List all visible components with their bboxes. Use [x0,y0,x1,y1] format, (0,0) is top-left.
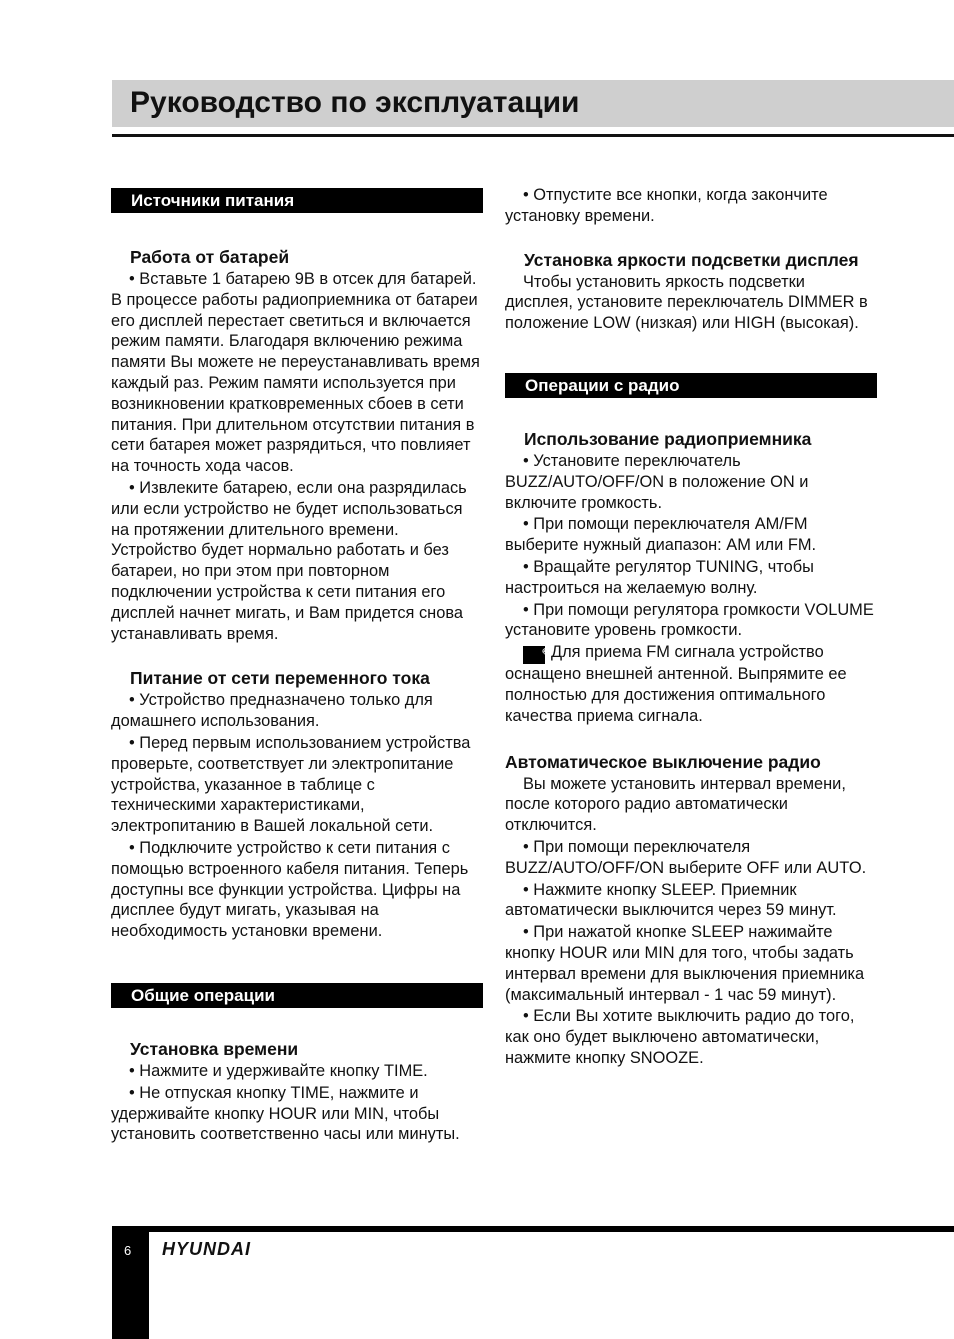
section-general-operations: Общие операции [111,983,483,1008]
subheading-time-setting: Установка времени [130,1038,299,1059]
header-rule [112,134,954,137]
section-power-sources: Источники питания [111,188,483,213]
note-paragraph [505,642,877,726]
pen-note-icon: ✎ [523,646,545,664]
page-title: Руководство по эксплуатации [130,86,580,119]
subheading-auto-off: Автоматическое выключение радио [505,751,821,772]
right-column [505,185,877,1070]
paragraph: • Вращайте регулятор TUNING, чтобы настроиться на желаемую волну. [505,557,814,597]
paragraph: • При помощи регулятора громкости VOLUME установите уровень громкости. [505,600,874,640]
paragraph: • Вставьте 1 батарею 9В в отсек для батарей. В процессе работы радиоприемника от батареи его дисплей перестает светиться и включается режим памяти. Благодаря включению режима памяти Вы можете не переустанавливать время каждый раз. Режим памяти используется при возникновении кратковременных сбоев в сети питания. При длительном отсутствии питания в сети батарея может разрядиться, что повлияет на точность хода часов. [111,270,480,476]
paragraph: • Нажмите и удерживайте кнопку TIME. [129,1061,428,1080]
section-radio-operations: Операции с радио [505,373,877,398]
footer-rule [112,1226,954,1232]
paragraph: • Извлеките батарею, если она разрядилась или если устройство не будет использоваться на протяжении длительного времени. Устройство будет нормально работать и без батареи, но при этом при повторном подключении устройства к сети питания его дисплей начнет мигать, и Вам придется снова устанавливать время. [111,478,467,643]
paragraph: Чтобы установить яркость подсветки дисплея, установите переключатель DIMMER в положение LOW (низкая) или HIGH (высокая). [505,272,868,333]
left-column [111,188,483,1146]
paragraph: • Отпустите все кнопки, когда закончите установку времени. [505,186,828,225]
subheading-battery: Работа от батарей [130,247,290,267]
subheading-dimmer: Установка яркости подсветки дисплея [524,249,859,270]
paragraph: • Подключите устройство к сети питания с помощью встроенного кабеля питания. Теперь доступны все функции устройства. Цифры на дисплее будут мигать, указывая на необходимость установки времени. [111,838,469,941]
paragraph: • Нажмите кнопку SLEEP. Приемник автоматически выключится через 59 минут. [505,880,837,920]
paragraph: • Устройство предназначено только для домашнего использования. [111,691,433,731]
paragraph: Вы можете установить интервал времени, после которого радио автоматически отключится. [505,774,846,835]
header-band [112,80,954,127]
paragraph: • При помощи переключателя BUZZ/AUTO/OFF/ON выберите OFF или AUTO. [505,837,867,877]
paragraph: • При нажатой кнопке SLEEP нажимайте кнопку HOUR или MIN для того, чтобы задать интервал времени для выключения приемника (максимальный интервал - 1 час 59 минут). [505,923,865,1004]
page-number: 6 [124,1243,132,1258]
paragraph: • Установите переключатель BUZZ/AUTO/OFF/ON в положение ON и включите громкость. [505,451,809,512]
subheading-ac-power: Питание от сети переменного тока [130,668,430,689]
brand-logo: HYUNDAI [162,1239,252,1259]
paragraph: • Перед первым использованием устройства проверьте, соответствует ли электропитание устройства, указанное в таблице с техническими характеристиками, электропитанию в Вашей локальной сети. [111,733,471,836]
paragraph: • Не отпуская кнопку TIME, нажмите и удерживайте кнопку HOUR или MIN, чтобы установить соответственно часы или минуты. [111,1083,460,1144]
paragraph: • Если Вы хотите выключить радио до того, как оно будет выключено автоматически, нажмите кнопку SNOOZE. [505,1007,855,1067]
note-text: Для приема FM сигнала устройство оснащено внешней антенной. Выпрямите ее полностью для достижения оптимального качества приема сигнала. [505,643,847,725]
paragraph: • При помощи переключателя AM/FM выберите нужный диапазон: AM или FM. [505,515,817,555]
subheading-radio-use: Использование радиоприемника [524,428,812,449]
